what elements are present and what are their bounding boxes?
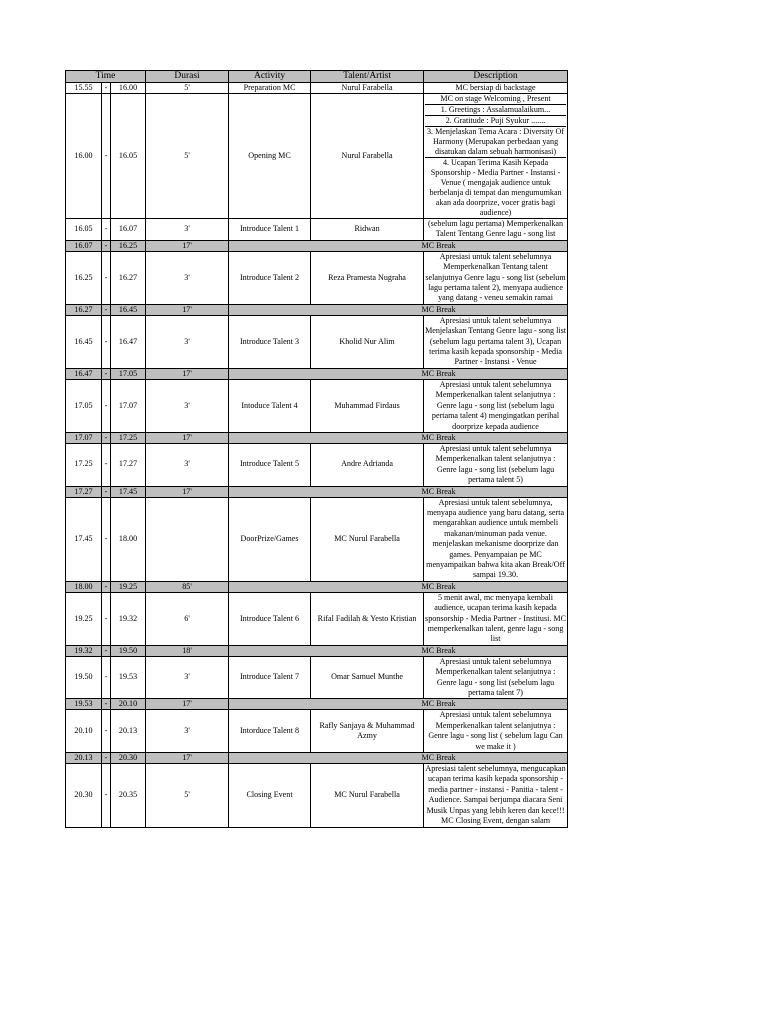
time-dash: - bbox=[102, 486, 111, 497]
end-time: 20.30 bbox=[111, 753, 146, 764]
duration: 3' bbox=[146, 219, 229, 241]
start-time: 16.47 bbox=[66, 368, 102, 379]
end-time: 19.53 bbox=[111, 656, 146, 699]
time-dash: - bbox=[102, 443, 111, 486]
duration bbox=[146, 497, 229, 581]
description bbox=[424, 764, 568, 827]
header-description: Description bbox=[424, 71, 568, 83]
duration: 17' bbox=[146, 240, 229, 251]
break-label: MC Break bbox=[421, 368, 456, 378]
description-line: Apresiasi untuk talent sebelumnya Memperkenalkan talent selanjutnya : Genre lagu - song list (sebelum lagu pertama talent 7) bbox=[435, 656, 556, 698]
talent: MC Nurul Farabella bbox=[311, 764, 424, 827]
description-box bbox=[425, 83, 566, 93]
schedule-row bbox=[66, 764, 568, 827]
description bbox=[424, 83, 568, 94]
activity: Preparation MC bbox=[229, 83, 311, 94]
header-talent: Talent/Artist bbox=[311, 71, 424, 83]
start-time: 19.53 bbox=[66, 699, 102, 710]
end-time: 16.47 bbox=[111, 315, 146, 368]
end-time: 20.10 bbox=[111, 699, 146, 710]
talent: MC Nurul Farabella bbox=[311, 497, 424, 581]
duration: 18' bbox=[146, 645, 229, 656]
description-box bbox=[425, 444, 566, 486]
description bbox=[424, 497, 568, 581]
end-time: 17.27 bbox=[111, 443, 146, 486]
time-dash: - bbox=[102, 379, 111, 432]
duration: 17' bbox=[146, 753, 229, 764]
time-dash: - bbox=[102, 764, 111, 827]
activity: Introduce Talent 1 bbox=[229, 219, 311, 241]
schedule-row bbox=[66, 497, 568, 581]
description-box bbox=[425, 498, 566, 581]
time-dash: - bbox=[102, 315, 111, 368]
description-line: Apresiasi untuk talent sebelumnya Memperkenalkan talent selanjutnya : Genre lagu - song list (sebelum lagu pertama talent 4) mengingatkan perihal doorprize kepada audience bbox=[431, 379, 560, 431]
break-label: MC Break bbox=[421, 699, 456, 709]
description-box bbox=[425, 380, 566, 432]
time-dash: - bbox=[102, 581, 111, 592]
time-dash: - bbox=[102, 656, 111, 699]
break-row bbox=[66, 699, 568, 710]
description-line: 1. Greetings : Assalamualaikum... bbox=[425, 104, 566, 115]
talent: Reza Pramesta Nugraha bbox=[311, 251, 424, 304]
start-time: 17.27 bbox=[66, 486, 102, 497]
break-label-cell bbox=[229, 581, 568, 592]
activity: Intoduce Talent 4 bbox=[229, 379, 311, 432]
time-dash: - bbox=[102, 219, 111, 241]
rundown-body bbox=[66, 83, 568, 828]
description-line: Apresiasi untuk talent sebelumnya Memperkenalkan Tentang talent selanjutnya Genre lagu - song list (sebelum lagu pertama talent 2), menyapa audience yang datang - veneu semakin ramai bbox=[425, 251, 566, 303]
time-dash: - bbox=[102, 251, 111, 304]
description bbox=[424, 379, 568, 432]
description-line: Apresiasi untuk talent sebelumnya Menjelaskan Tentang Genre lagu - song list (sebelum lagu pertama talent 3), Ucapan terima kasih kepada sponsorship - Media Partner - Instansi - Venue bbox=[425, 315, 566, 367]
break-label-cell bbox=[229, 486, 568, 497]
start-time: 19.50 bbox=[66, 656, 102, 699]
description-box bbox=[425, 657, 566, 699]
start-time: 16.07 bbox=[66, 240, 102, 251]
duration: 85' bbox=[146, 581, 229, 592]
description-box bbox=[425, 252, 566, 304]
schedule-row bbox=[66, 94, 568, 219]
activity: Introduce Talent 2 bbox=[229, 251, 311, 304]
end-time: 16.25 bbox=[111, 240, 146, 251]
break-row bbox=[66, 368, 568, 379]
end-time: 16.00 bbox=[111, 83, 146, 94]
description bbox=[424, 592, 568, 645]
break-row bbox=[66, 581, 568, 592]
break-row bbox=[66, 432, 568, 443]
description-line: Apresiasi talent sebelumnya, mengucapkan ucapan terima kasih kepada sponsorship - media partner - instansi - Panitia - talent - Audience. Sampai berjumpa diacara Seni Musik Unpas yang lebih keren dan kece!!! MC Closing Event, dengan salam bbox=[425, 764, 566, 826]
break-label-cell bbox=[229, 645, 568, 656]
break-label-cell bbox=[229, 304, 568, 315]
end-time: 16.05 bbox=[111, 94, 146, 219]
time-dash: - bbox=[102, 753, 111, 764]
activity: Introduce Talent 7 bbox=[229, 656, 311, 699]
talent: Ridwan bbox=[311, 219, 424, 241]
activity: Introduce Talent 5 bbox=[229, 443, 311, 486]
start-time: 16.27 bbox=[66, 304, 102, 315]
break-row bbox=[66, 486, 568, 497]
description-line: Apresiasi untuk talent sebelumnya Memperkenalkan talent selanjutnya : Genre lagu - song list ( sebelum lagu Can we make it ) bbox=[428, 710, 563, 751]
talent: Andre Adrianda bbox=[311, 443, 424, 486]
description bbox=[424, 94, 568, 219]
start-time: 20.30 bbox=[66, 764, 102, 827]
break-label-cell bbox=[229, 432, 568, 443]
description-box bbox=[425, 710, 566, 752]
time-dash: - bbox=[102, 592, 111, 645]
end-time: 19.32 bbox=[111, 592, 146, 645]
time-dash: - bbox=[102, 497, 111, 581]
duration: 17' bbox=[146, 486, 229, 497]
schedule-row bbox=[66, 443, 568, 486]
description-line: MC bersiap di backstage bbox=[455, 83, 536, 92]
break-label-cell bbox=[229, 699, 568, 710]
duration: 17' bbox=[146, 368, 229, 379]
description-line: 5 menit awal, mc menyapa kembali audience, ucapan terima kasih kepada sponsorship - Media Partner - Institusi. MC memperkenalkan talent, genre lagu - song list bbox=[425, 592, 567, 644]
break-label: MC Break bbox=[421, 645, 456, 655]
description-line: MC on stage Welcoming , Present bbox=[440, 94, 551, 103]
header-durasi: Durasi bbox=[146, 71, 229, 83]
break-label: MC Break bbox=[421, 486, 456, 496]
talent: Omar Samuel Munthe bbox=[311, 656, 424, 699]
duration: 5' bbox=[146, 83, 229, 94]
header-row bbox=[66, 71, 568, 83]
end-time: 20.13 bbox=[111, 710, 146, 753]
talent: Rafly Sanjaya & Muhammad Azmy bbox=[311, 710, 424, 753]
activity: Intorduce Talent 8 bbox=[229, 710, 311, 753]
activity: Introduce Talent 3 bbox=[229, 315, 311, 368]
break-label: MC Break bbox=[421, 432, 456, 442]
end-time: 19.50 bbox=[111, 645, 146, 656]
start-time: 16.05 bbox=[66, 219, 102, 241]
time-dash: - bbox=[102, 94, 111, 219]
header-activity: Activity bbox=[229, 71, 311, 83]
start-time: 19.32 bbox=[66, 645, 102, 656]
duration: 3' bbox=[146, 656, 229, 699]
start-time: 19.25 bbox=[66, 592, 102, 645]
header-time: Time bbox=[66, 71, 146, 83]
start-time: 20.10 bbox=[66, 710, 102, 753]
duration: 5' bbox=[146, 764, 229, 827]
break-row bbox=[66, 753, 568, 764]
start-time: 20.13 bbox=[66, 753, 102, 764]
end-time: 16.27 bbox=[111, 251, 146, 304]
time-dash: - bbox=[102, 710, 111, 753]
schedule-row bbox=[66, 83, 568, 94]
schedule-row bbox=[66, 315, 568, 368]
description-line: Apresiasi untuk talent sebelumnya, menyapa audience yang baru datang, serta mengarahkan audience untuk membeli makanan/minuman pada venue. menjelaskan mekanisme doorprize dan games. Penyampaian pe MC menyampaikan bahwa kita akan Break/Off sampai 19.30. bbox=[426, 497, 565, 580]
duration: 3' bbox=[146, 251, 229, 304]
schedule-row bbox=[66, 592, 568, 645]
description-box bbox=[425, 316, 566, 368]
time-dash: - bbox=[102, 699, 111, 710]
end-time: 17.07 bbox=[111, 379, 146, 432]
break-label: MC Break bbox=[421, 304, 456, 314]
break-label: MC Break bbox=[421, 753, 456, 763]
activity: Closing Event bbox=[229, 764, 311, 827]
start-time: 17.45 bbox=[66, 497, 102, 581]
description-line: Apresiasi untuk talent sebelumnya Memperkenalkan talent selanjutnya : Genre lagu - song list (sebelum lagu pertama talent 5) bbox=[435, 443, 556, 485]
end-time: 16.07 bbox=[111, 219, 146, 241]
time-dash: - bbox=[102, 432, 111, 443]
start-time: 18.00 bbox=[66, 581, 102, 592]
schedule-row bbox=[66, 379, 568, 432]
description-box bbox=[425, 94, 566, 218]
break-label: MC Break bbox=[421, 581, 456, 591]
duration: 17' bbox=[146, 304, 229, 315]
start-time: 17.25 bbox=[66, 443, 102, 486]
duration: 5' bbox=[146, 94, 229, 219]
duration: 3' bbox=[146, 379, 229, 432]
description-box bbox=[425, 219, 566, 240]
break-label-cell bbox=[229, 753, 568, 764]
end-time: 17.25 bbox=[111, 432, 146, 443]
time-dash: - bbox=[102, 368, 111, 379]
start-time: 17.05 bbox=[66, 379, 102, 432]
duration: 6' bbox=[146, 592, 229, 645]
description bbox=[424, 710, 568, 753]
end-time: 18.00 bbox=[111, 497, 146, 581]
description-line: 3. Menjelaskan Tema Acara : Diversity Of Harmony (Merupakan perbedaan yang disatukan dalam sebuah harmonisasi) bbox=[427, 127, 565, 156]
description-box bbox=[425, 764, 566, 826]
talent: Rifal Fadilah & Yesto Kristian bbox=[311, 592, 424, 645]
description bbox=[424, 656, 568, 699]
talent: Nurul Farabella bbox=[311, 83, 424, 94]
end-time: 17.05 bbox=[111, 368, 146, 379]
schedule-row bbox=[66, 656, 568, 699]
schedule-row bbox=[66, 710, 568, 753]
duration: 3' bbox=[146, 710, 229, 753]
duration: 3' bbox=[146, 443, 229, 486]
start-time: 17.07 bbox=[66, 432, 102, 443]
time-dash: - bbox=[102, 83, 111, 94]
talent: Kholid Nur Alim bbox=[311, 315, 424, 368]
talent: Muhammad Firdaus bbox=[311, 379, 424, 432]
time-dash: - bbox=[102, 645, 111, 656]
start-time: 16.00 bbox=[66, 94, 102, 219]
duration: 17' bbox=[146, 432, 229, 443]
activity: Introduce Talent 6 bbox=[229, 592, 311, 645]
talent: Nurul Farabella bbox=[311, 94, 424, 219]
start-time: 16.45 bbox=[66, 315, 102, 368]
description bbox=[424, 443, 568, 486]
start-time: 15.55 bbox=[66, 83, 102, 94]
start-time: 16.25 bbox=[66, 251, 102, 304]
description-line: (sebelum lagu pertama) Memperkenalkan Talent Tentang Genre lagu - song list bbox=[427, 219, 564, 239]
schedule-row bbox=[66, 219, 568, 241]
description-line: 4. Ucapan Terima Kasih Kepada Sponsorship - Media Partner - Instansi - Venue ( mengajak audience untuk berbelanja di tempat dan mengumumkan akan ada doorprize, vocer gratis bagi audience) bbox=[425, 157, 566, 218]
schedule-row bbox=[66, 251, 568, 304]
break-label: MC Break bbox=[421, 240, 456, 250]
description bbox=[424, 251, 568, 304]
break-row bbox=[66, 304, 568, 315]
rundown-table bbox=[65, 70, 568, 828]
duration: 3' bbox=[146, 315, 229, 368]
time-dash: - bbox=[102, 240, 111, 251]
end-time: 19.25 bbox=[111, 581, 146, 592]
description-line: 2. Gratitude : Puji Syukur ....... bbox=[425, 115, 566, 126]
break-row bbox=[66, 645, 568, 656]
end-time: 20.35 bbox=[111, 764, 146, 827]
activity: DoorPrize/Games bbox=[229, 497, 311, 581]
description bbox=[424, 315, 568, 368]
break-row bbox=[66, 240, 568, 251]
time-dash: - bbox=[102, 304, 111, 315]
description-box bbox=[425, 593, 566, 645]
break-label-cell bbox=[229, 368, 568, 379]
break-label-cell bbox=[229, 240, 568, 251]
end-time: 17.45 bbox=[111, 486, 146, 497]
end-time: 16.45 bbox=[111, 304, 146, 315]
activity: Opening MC bbox=[229, 94, 311, 219]
description bbox=[424, 219, 568, 241]
duration: 17' bbox=[146, 699, 229, 710]
